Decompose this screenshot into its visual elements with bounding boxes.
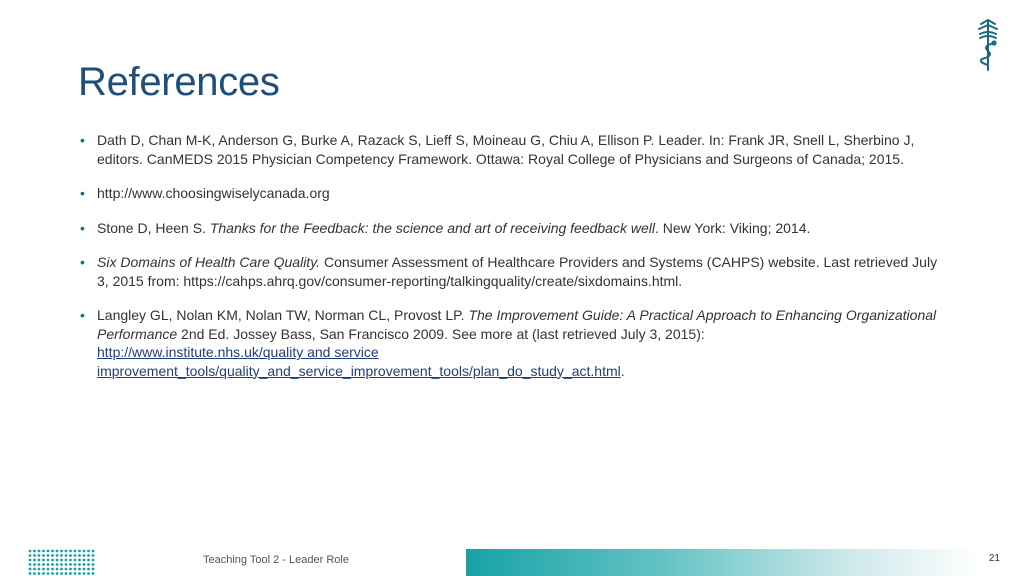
decoration-dot xyxy=(65,559,68,562)
decoration-dot xyxy=(74,572,77,575)
reference-authors: Stone D, Heen S. xyxy=(97,219,210,236)
reference-item xyxy=(80,253,940,290)
decoration-dot xyxy=(92,550,95,553)
decoration-dot xyxy=(65,563,68,566)
decoration-dot xyxy=(87,554,90,557)
bullet: • xyxy=(80,219,85,236)
decoration-dot xyxy=(65,550,68,553)
decoration-dot xyxy=(38,568,41,571)
reference-text: Dath D, Chan M-K, Anderson G, Burke A, Razack S, Lieff S, Moineau G, Chiu A, Ellison P. Leader. In: Frank JR, Snell L, Sherbino J, editors. CanMEDS 2015 Physician Competency Framework. Ottawa: Royal College of Physicians and Surgeons of Canada; 2015. xyxy=(97,132,915,167)
decoration-dot xyxy=(56,554,59,557)
footer-accent-bar xyxy=(466,549,1024,576)
decoration-dot xyxy=(74,568,77,571)
decoration-dot xyxy=(60,554,63,557)
decoration-dot xyxy=(78,550,81,553)
reference-title: Thanks for the Feedback: the science and art of receiving feedback well xyxy=(209,219,655,236)
decoration-dot xyxy=(42,559,45,562)
decoration-dot xyxy=(87,559,90,562)
decoration-dot xyxy=(69,563,72,566)
decoration-dot xyxy=(42,568,45,571)
decoration-dot xyxy=(78,572,81,575)
decoration-dot xyxy=(38,559,41,562)
reference-link-line-2[interactable]: improvement_tools/quality_and_service_improvement_tools/plan_do_study_act.html xyxy=(97,362,621,379)
decoration-dot xyxy=(69,554,72,557)
decoration-dot xyxy=(83,572,86,575)
decoration-dot xyxy=(92,563,95,566)
reference-link-line-1[interactable]: http://www.institute.nhs.uk/quality and service xyxy=(97,344,379,360)
decoration-dot xyxy=(47,568,50,571)
reference-item xyxy=(80,306,940,380)
decoration-dot xyxy=(47,559,50,562)
decoration-dot xyxy=(87,550,90,553)
decoration-dot xyxy=(29,568,32,571)
references-list xyxy=(80,131,940,396)
decoration-dot xyxy=(42,554,45,557)
decoration-dot xyxy=(69,568,72,571)
decoration-dot xyxy=(87,563,90,566)
decoration-dot xyxy=(33,559,36,562)
decoration-dot xyxy=(47,572,50,575)
page-title: References xyxy=(78,60,280,104)
decoration-dot xyxy=(29,550,32,553)
reference-item xyxy=(80,184,940,203)
decoration-dot xyxy=(42,550,45,553)
decoration-dot xyxy=(56,563,59,566)
decoration-dot xyxy=(60,568,63,571)
decoration-dot xyxy=(65,572,68,575)
decoration-dot xyxy=(60,563,63,566)
decoration-dot xyxy=(33,550,36,553)
decoration-dot xyxy=(83,568,86,571)
decoration-dot xyxy=(87,572,90,575)
reference-item xyxy=(80,131,940,168)
decoration-dot xyxy=(56,572,59,575)
reference-title: Six Domains of Health Care Quality. xyxy=(97,254,321,270)
decoration-dot xyxy=(60,559,63,562)
reference-detail: Consumer Assessment of Healthcare Providers and Systems (CAHPS) website. Last retrieved July 3, 2015 from: https://cahps.ahrq.gov/consumer-reporting/talkingquality/create/sixdomains.html. xyxy=(97,254,938,289)
caduceus-icon xyxy=(976,16,1000,72)
decoration-dot xyxy=(65,554,68,557)
decoration-dot xyxy=(83,559,86,562)
decoration-dot xyxy=(69,550,72,553)
reference-authors: Langley GL, Nolan KM, Nolan TW, Norman CL, Provost LP. xyxy=(97,307,469,323)
decoration-dot xyxy=(29,572,32,575)
decoration-dot xyxy=(51,559,54,562)
decoration-dot xyxy=(38,550,41,553)
decoration-dot xyxy=(78,568,81,571)
decoration-dot xyxy=(74,554,77,557)
decoration-dot xyxy=(92,572,95,575)
decoration-dot xyxy=(56,568,59,571)
reference-text: http://www.choosingwiselycanada.org xyxy=(97,185,330,201)
decoration-dot xyxy=(74,559,77,562)
decoration-dot xyxy=(92,568,95,571)
reference-publisher: . New York: Viking; 2014. xyxy=(654,219,811,236)
decoration-dot xyxy=(51,572,54,575)
decoration-dot xyxy=(33,568,36,571)
decoration-dot xyxy=(74,563,77,566)
decoration-dot xyxy=(29,559,32,562)
decoration-dot xyxy=(51,563,54,566)
bullet: • xyxy=(80,132,85,148)
reference-item xyxy=(80,219,940,238)
decoration-dot xyxy=(69,559,72,562)
decoration-dot xyxy=(78,554,81,557)
decoration-dot xyxy=(33,554,36,557)
reference-detail: 2nd Ed. Jossey Bass, San Francisco 2009. See more at (last retrieved July 3, 2015): xyxy=(177,325,705,342)
reference-title: The Improvement Guide: A Practical Approach to Enhancing Organizational Performance xyxy=(97,307,937,342)
decoration-dot xyxy=(42,572,45,575)
decoration-dot xyxy=(33,572,36,575)
decoration-dot xyxy=(74,550,77,553)
decoration-dot xyxy=(47,563,50,566)
footer-text: Teaching Tool 2 - Leader Role xyxy=(203,554,349,566)
reference-end: . xyxy=(620,362,625,379)
bullet: • xyxy=(80,185,85,201)
decoration-dot xyxy=(65,568,68,571)
decoration-dot xyxy=(51,550,54,553)
decoration-dot xyxy=(92,559,95,562)
decoration-dot xyxy=(56,559,59,562)
decoration-dot xyxy=(38,572,41,575)
decoration-dot xyxy=(78,559,81,562)
decoration-dot xyxy=(33,563,36,566)
decoration-dot xyxy=(38,563,41,566)
bullet: • xyxy=(80,254,85,270)
decoration-dot xyxy=(78,563,81,566)
decoration-dot xyxy=(92,554,95,557)
decoration-dot xyxy=(47,554,50,557)
decoration-dot xyxy=(29,563,32,566)
decoration-dot xyxy=(29,554,32,557)
page-number: 21 xyxy=(988,553,1000,564)
bullet: • xyxy=(80,307,85,323)
decoration-dot xyxy=(60,550,63,553)
decoration-dot xyxy=(69,572,72,575)
decoration-dot xyxy=(56,550,59,553)
decoration-dot xyxy=(83,554,86,557)
dot-pattern-decoration xyxy=(28,549,96,576)
decoration-dot xyxy=(87,568,90,571)
decoration-dot xyxy=(47,550,50,553)
decoration-dot xyxy=(42,563,45,566)
decoration-dot xyxy=(83,563,86,566)
decoration-dot xyxy=(38,554,41,557)
decoration-dot xyxy=(83,550,86,553)
decoration-dot xyxy=(60,572,63,575)
decoration-dot xyxy=(51,554,54,557)
decoration-dot xyxy=(51,568,54,571)
